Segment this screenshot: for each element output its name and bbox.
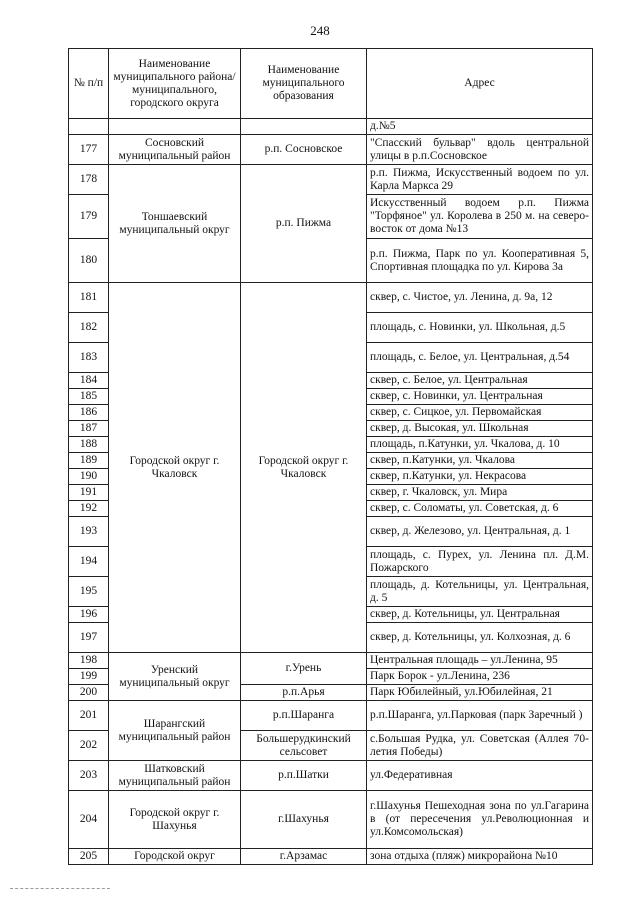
municipality-cell: Шатковский муниципальный район [109,761,241,791]
address-cell: д.№5 [367,119,593,135]
num-cell: 190 [69,469,109,485]
num-cell: 195 [69,577,109,607]
num-cell: 197 [69,623,109,653]
header-municipality: Наименование муниципального района/ муниципального, городского округа [109,49,241,119]
address-cell: площадь, с. Новинки, ул. Школьная, д.5 [367,313,593,343]
entity-cell: р.п. Сосновское [241,135,367,165]
table-row [69,791,593,849]
municipality-cell: Городской округ г. Чкаловск [109,283,241,653]
num-cell: 198 [69,653,109,669]
table-row [69,653,593,669]
num-cell: 180 [69,239,109,283]
address-cell: р.п. Пижма, Парк по ул. Кооперативная 5, Спортивная площадка по ул. Кирова 3а [367,239,593,283]
num-cell: 187 [69,421,109,437]
address-cell: площадь, п.Катунки, ул. Чкалова, д. 10 [367,437,593,453]
table-row [69,701,593,731]
num-cell: 200 [69,685,109,701]
address-cell: "Спасский бульвар" вдоль центральной улицы в р.п.Сосновское [367,135,593,165]
locations-table [68,48,593,865]
address-cell: с.Большая Рудка, ул. Советская (Аллея 70-летия Победы) [367,731,593,761]
num-cell: 181 [69,283,109,313]
entity-cell: р.п.Арья [241,685,367,701]
table-row [69,135,593,165]
num-cell: 204 [69,791,109,849]
num-cell: 193 [69,517,109,547]
address-cell: Парк Борок - ул.Ленина, 236 [367,669,593,685]
num-cell: 192 [69,501,109,517]
municipality-cell [109,119,241,135]
num-cell: 189 [69,453,109,469]
table-row [69,165,593,195]
footer-divider [10,888,110,889]
address-cell: сквер, д. Котельницы, ул. Колхозная, д. 6 [367,623,593,653]
num-cell: 201 [69,701,109,731]
num-cell: 177 [69,135,109,165]
address-cell: площадь, с. Пурех, ул. Ленина пл. Д.М. Пожарского [367,547,593,577]
num-cell: 199 [69,669,109,685]
entity-cell: г.Арзамас [241,849,367,865]
entity-cell: р.п. Пижма [241,165,367,283]
table-row [69,119,593,135]
address-cell: г.Шахунья Пешеходная зона по ул.Гагарина в (от пересечения ул.Революционная и ул.Комсомольская) [367,791,593,849]
num-cell: 203 [69,761,109,791]
municipality-cell: Шарангский муниципальный район [109,701,241,761]
num-cell: 202 [69,731,109,761]
municipality-cell: Городской округ г. Шахунья [109,791,241,849]
entity-cell: р.п.Шаранга [241,701,367,731]
address-cell: сквер, с. Новинки, ул. Центральная [367,389,593,405]
page-number: 248 [310,23,330,38]
municipality-cell: Тоншаевский муниципальный округ [109,165,241,283]
address-cell: сквер, г. Чкаловск, ул. Мира [367,485,593,501]
address-cell: сквер, п.Катунки, ул. Некрасова [367,469,593,485]
municipality-cell: Уренский муниципальный округ [109,653,241,701]
address-cell: площадь, с. Белое, ул. Центральная, д.54 [367,343,593,373]
table-row [69,761,593,791]
entity-cell: Большерудкинский сельсовет [241,731,367,761]
entity-cell: г.Урень [241,653,367,685]
num-cell: 191 [69,485,109,501]
header-num: № п/п [69,49,109,119]
num-cell: 182 [69,313,109,343]
num-cell: 184 [69,373,109,389]
address-cell: сквер, д. Высокая, ул. Школьная [367,421,593,437]
num-cell: 179 [69,195,109,239]
num-cell: 194 [69,547,109,577]
address-cell: сквер, с. Сицкое, ул. Первомайская [367,405,593,421]
entity-cell: г.Шахунья [241,791,367,849]
address-cell: сквер, п.Катунки, ул. Чкалова [367,453,593,469]
address-cell: сквер, с. Чистое, ул. Ленина, д. 9а, 12 [367,283,593,313]
num-cell: 196 [69,607,109,623]
num-cell: 188 [69,437,109,453]
num-cell: 185 [69,389,109,405]
address-cell: ул.Федеративная [367,761,593,791]
num-cell: 186 [69,405,109,421]
address-cell: р.п.Шаранга, ул.Парковая (парк Заречный ) [367,701,593,731]
municipality-cell: Городской округ [109,849,241,865]
municipality-cell: Сосновский муниципальный район [109,135,241,165]
address-cell: зона отдыха (пляж) микрорайона №10 [367,849,593,865]
table-row [69,849,593,865]
num-cell [69,119,109,135]
address-cell: сквер, с. Соломаты, ул. Советская, д. 6 [367,501,593,517]
num-cell: 178 [69,165,109,195]
address-cell: Центральная площадь – ул.Ленина, 95 [367,653,593,669]
num-cell: 183 [69,343,109,373]
address-cell: Парк Юбилейный, ул.Юбилейная, 21 [367,685,593,701]
header-address: Адрес [367,49,593,119]
entity-cell: Городской округ г. Чкаловск [241,283,367,653]
table-row [69,283,593,313]
address-cell: Искусственный водоем р.п. Пижма "Торфяное" ул. Королева в 250 м. на северо-восток от дома №13 [367,195,593,239]
entity-cell: р.п.Шатки [241,761,367,791]
address-cell: р.п. Пижма, Искусственный водоем по ул. Карла Маркса 29 [367,165,593,195]
num-cell: 205 [69,849,109,865]
address-cell: сквер, д. Железово, ул. Центральная, д. 1 [367,517,593,547]
address-cell: сквер, д. Котельницы, ул. Центральная [367,607,593,623]
address-cell: сквер, с. Белое, ул. Центральная [367,373,593,389]
header-row [69,49,593,119]
entity-cell [241,119,367,135]
address-cell: площадь, д. Котельницы, ул. Центральная, д. 5 [367,577,593,607]
header-entity: Наименование муниципального образования [241,49,367,119]
